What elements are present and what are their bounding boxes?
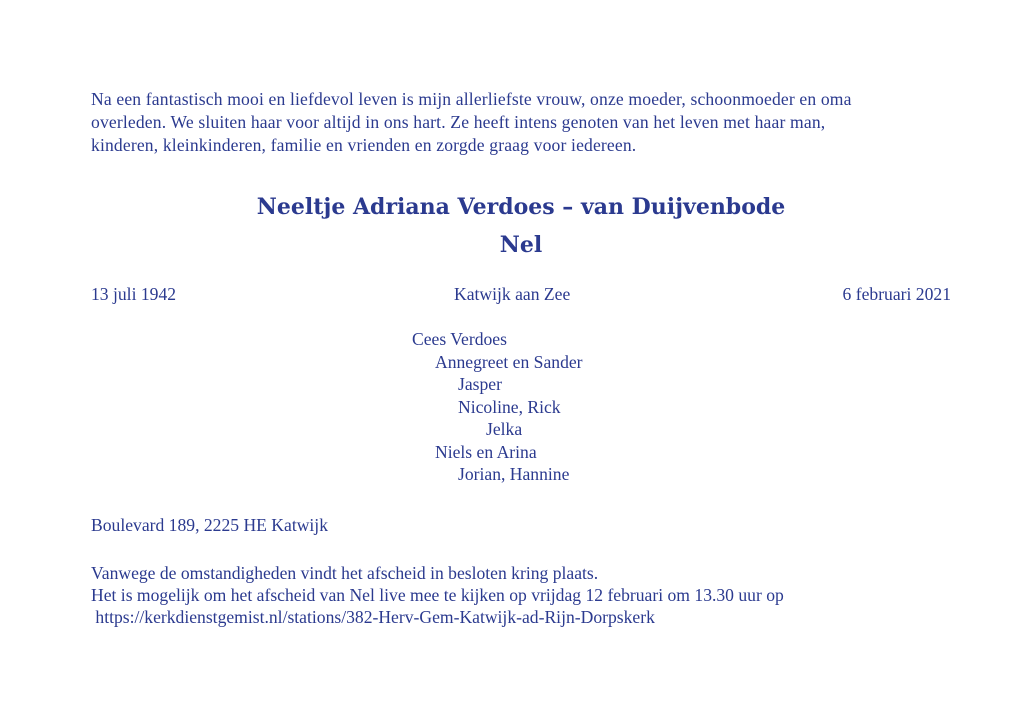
birth-date: 13 juli 1942 <box>91 284 177 304</box>
family-member: Jasper <box>458 374 502 394</box>
address: Boulevard 189, 2225 HE Katwijk <box>91 515 328 535</box>
deceased-nickname: Nel <box>499 232 543 258</box>
intro-line: kinderen, kleinkinderen, familie en vrienden en zorgde graag voor iedereen. <box>91 135 637 155</box>
family-member: Annegreet en Sander <box>435 351 583 372</box>
intro-line: Na een fantastisch mooi en liefdevol leven is mijn allerliefste vrouw, onze moeder, schoonmoeder en oma <box>91 89 852 109</box>
closing-line: Het is mogelijk om het afscheid van Nel live mee te kijken op vrijdag 12 februari om 13.30 uur op <box>91 585 784 605</box>
place: Katwijk aan Zee <box>454 284 571 304</box>
intro-text <box>91 88 971 157</box>
deceased-full-name: Neeltje Adriana Verdoes – van Duijvenbode <box>256 194 786 220</box>
family-member: Jorian, Hannine <box>458 464 570 484</box>
family-member: Nicoline, Rick <box>458 396 561 417</box>
death-date: 6 februari 2021 <box>842 284 951 304</box>
stream-link[interactable]: https://kerkdienstgemist.nl/stations/382-Herv-Gem-Katwijk-ad-Rijn-Dorpskerk <box>91 607 655 627</box>
intro-line: overleden. We sluiten haar voor altijd in ons hart. Ze heeft intens genoten van het leven met haar man, <box>91 112 826 132</box>
family-member: Jelka <box>486 419 523 439</box>
family-list <box>412 328 583 486</box>
closing-text <box>91 562 784 628</box>
family-member: Niels en Arina <box>435 441 537 462</box>
family-member: Cees Verdoes <box>412 329 507 349</box>
closing-line: Vanwege de omstandigheden vindt het afscheid in besloten kring plaats. <box>91 563 599 583</box>
